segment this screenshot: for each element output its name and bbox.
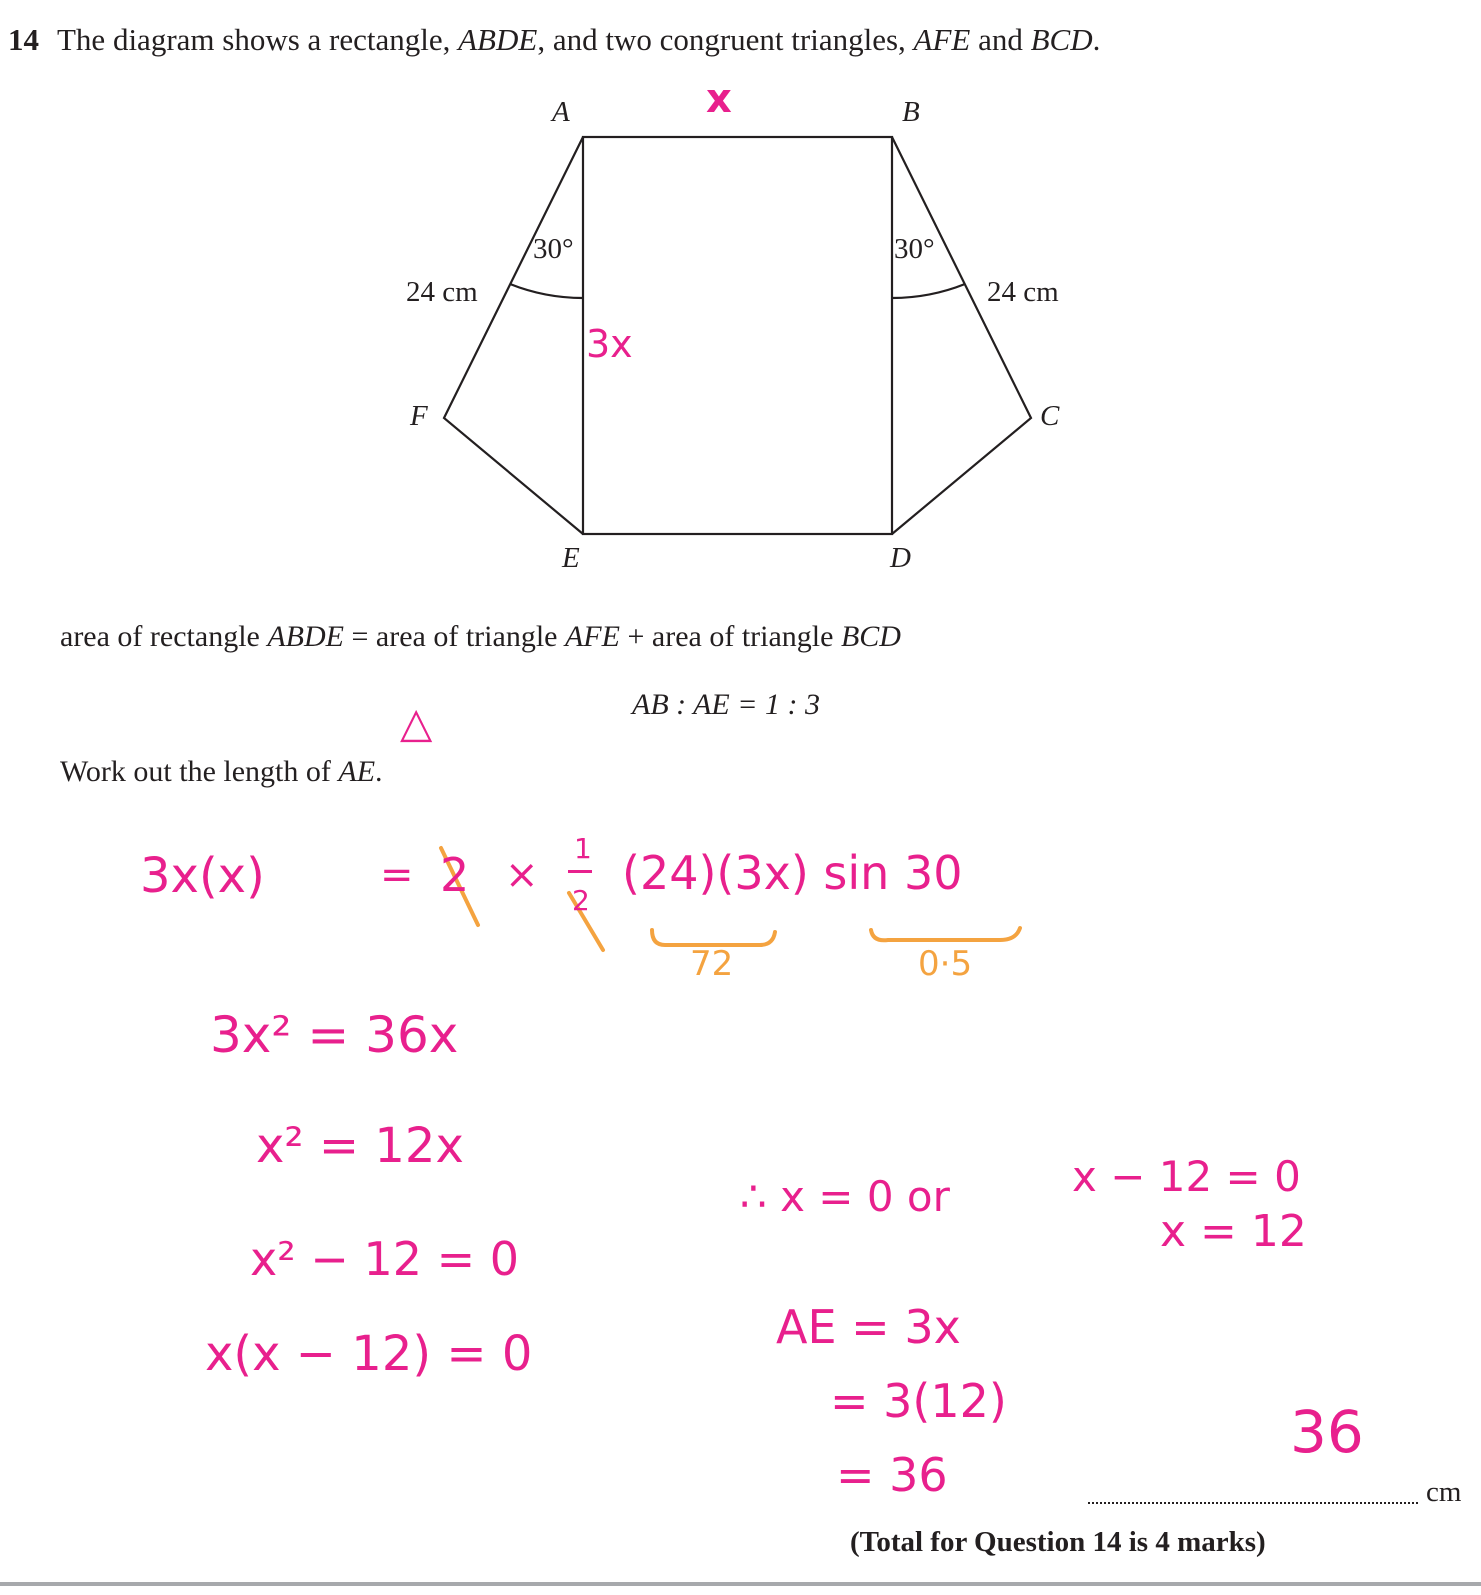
hw-note-05: 0·5 <box>918 944 973 984</box>
hw-ae3: = 36 <box>836 1448 948 1502</box>
vertex-d-label: D <box>890 542 911 574</box>
tri2-name: BCD <box>1030 22 1093 57</box>
area-p3: + area of triangle <box>619 620 841 653</box>
angle-left-label: 30° <box>533 233 574 265</box>
answer-unit: cm <box>1426 1476 1462 1508</box>
area-t2: BCD <box>840 620 901 653</box>
work-out-end: . <box>375 755 383 788</box>
rect-name: ABDE <box>458 22 538 57</box>
area-rect: ABDE <box>267 620 344 653</box>
brace-72 <box>652 930 775 945</box>
hw-half-bar <box>568 870 592 873</box>
hw-ae1: AE = 3x <box>776 1300 961 1354</box>
area-p2: = area of triangle <box>344 620 565 653</box>
ratio-statement: AB : AE = 1 : 3 <box>632 688 820 721</box>
angle-arc-left <box>510 284 583 298</box>
hw-sol3: x = 12 <box>1160 1206 1307 1257</box>
angle-arc-right <box>892 284 965 298</box>
intro-mid: , and two congruent triangles, <box>537 22 914 57</box>
answer-line <box>1088 1502 1418 1504</box>
hw-sol1: ∴ x = 0 or <box>740 1172 950 1221</box>
brace-05 <box>871 928 1020 940</box>
tri1-name: AFE <box>913 22 971 57</box>
vertex-c-label: C <box>1040 400 1060 432</box>
hw-line3: x² = 12x <box>256 1118 464 1174</box>
intro-end: . <box>1092 22 1101 57</box>
work-out-prompt <box>60 755 383 789</box>
side-left-label: 24 cm <box>406 276 478 308</box>
area-p1: area of rectangle <box>60 620 268 653</box>
hw-sol2: x − 12 = 0 <box>1072 1152 1301 1201</box>
hw-line1-lhs: 3x(x) <box>140 848 265 904</box>
hw-line1-two: 2 <box>440 848 470 902</box>
total-marks: (Total for Question 14 is 4 marks) <box>850 1526 1266 1558</box>
angle-right-label: 30° <box>894 233 935 265</box>
hw-ab-label: x <box>706 76 732 122</box>
bottom-rule <box>0 1582 1481 1586</box>
triangle-afe <box>444 137 583 534</box>
hw-ae-label: 3x <box>586 322 633 366</box>
hw-half-den: 2 <box>572 884 590 917</box>
work-out-var: AE <box>338 755 376 788</box>
hw-half-num: 1 <box>574 832 592 865</box>
hw-line1-rest: (24)(3x) sin 30 <box>622 846 963 900</box>
work-out-prefix: Work out the length of <box>60 755 339 788</box>
side-right-label: 24 cm <box>987 276 1059 308</box>
hw-line1-eq: = <box>380 852 414 898</box>
hw-line2: 3x² = 36x <box>210 1006 459 1064</box>
hw-ae2: = 3(12) <box>830 1374 1007 1428</box>
intro-and: and <box>970 22 1031 57</box>
area-statement <box>60 620 901 654</box>
hw-triangle-mark: △ <box>400 698 433 747</box>
vertex-b-label: B <box>902 96 920 128</box>
hw-line1-times: × <box>505 852 539 898</box>
vertex-e-label: E <box>562 542 580 574</box>
hw-line4: x² − 12 = 0 <box>250 1232 520 1286</box>
area-t1: AFE <box>564 620 620 653</box>
vertex-a-label: A <box>552 96 570 128</box>
intro-prefix: The diagram shows a rectangle, <box>57 22 459 57</box>
vertex-f-label: F <box>410 400 428 432</box>
triangle-bcd <box>892 137 1031 534</box>
hw-note-72: 72 <box>690 944 734 984</box>
question-number: 14 <box>8 22 39 57</box>
hw-answer: 36 <box>1290 1398 1364 1466</box>
hw-line5: x(x − 12) = 0 <box>205 1326 533 1382</box>
